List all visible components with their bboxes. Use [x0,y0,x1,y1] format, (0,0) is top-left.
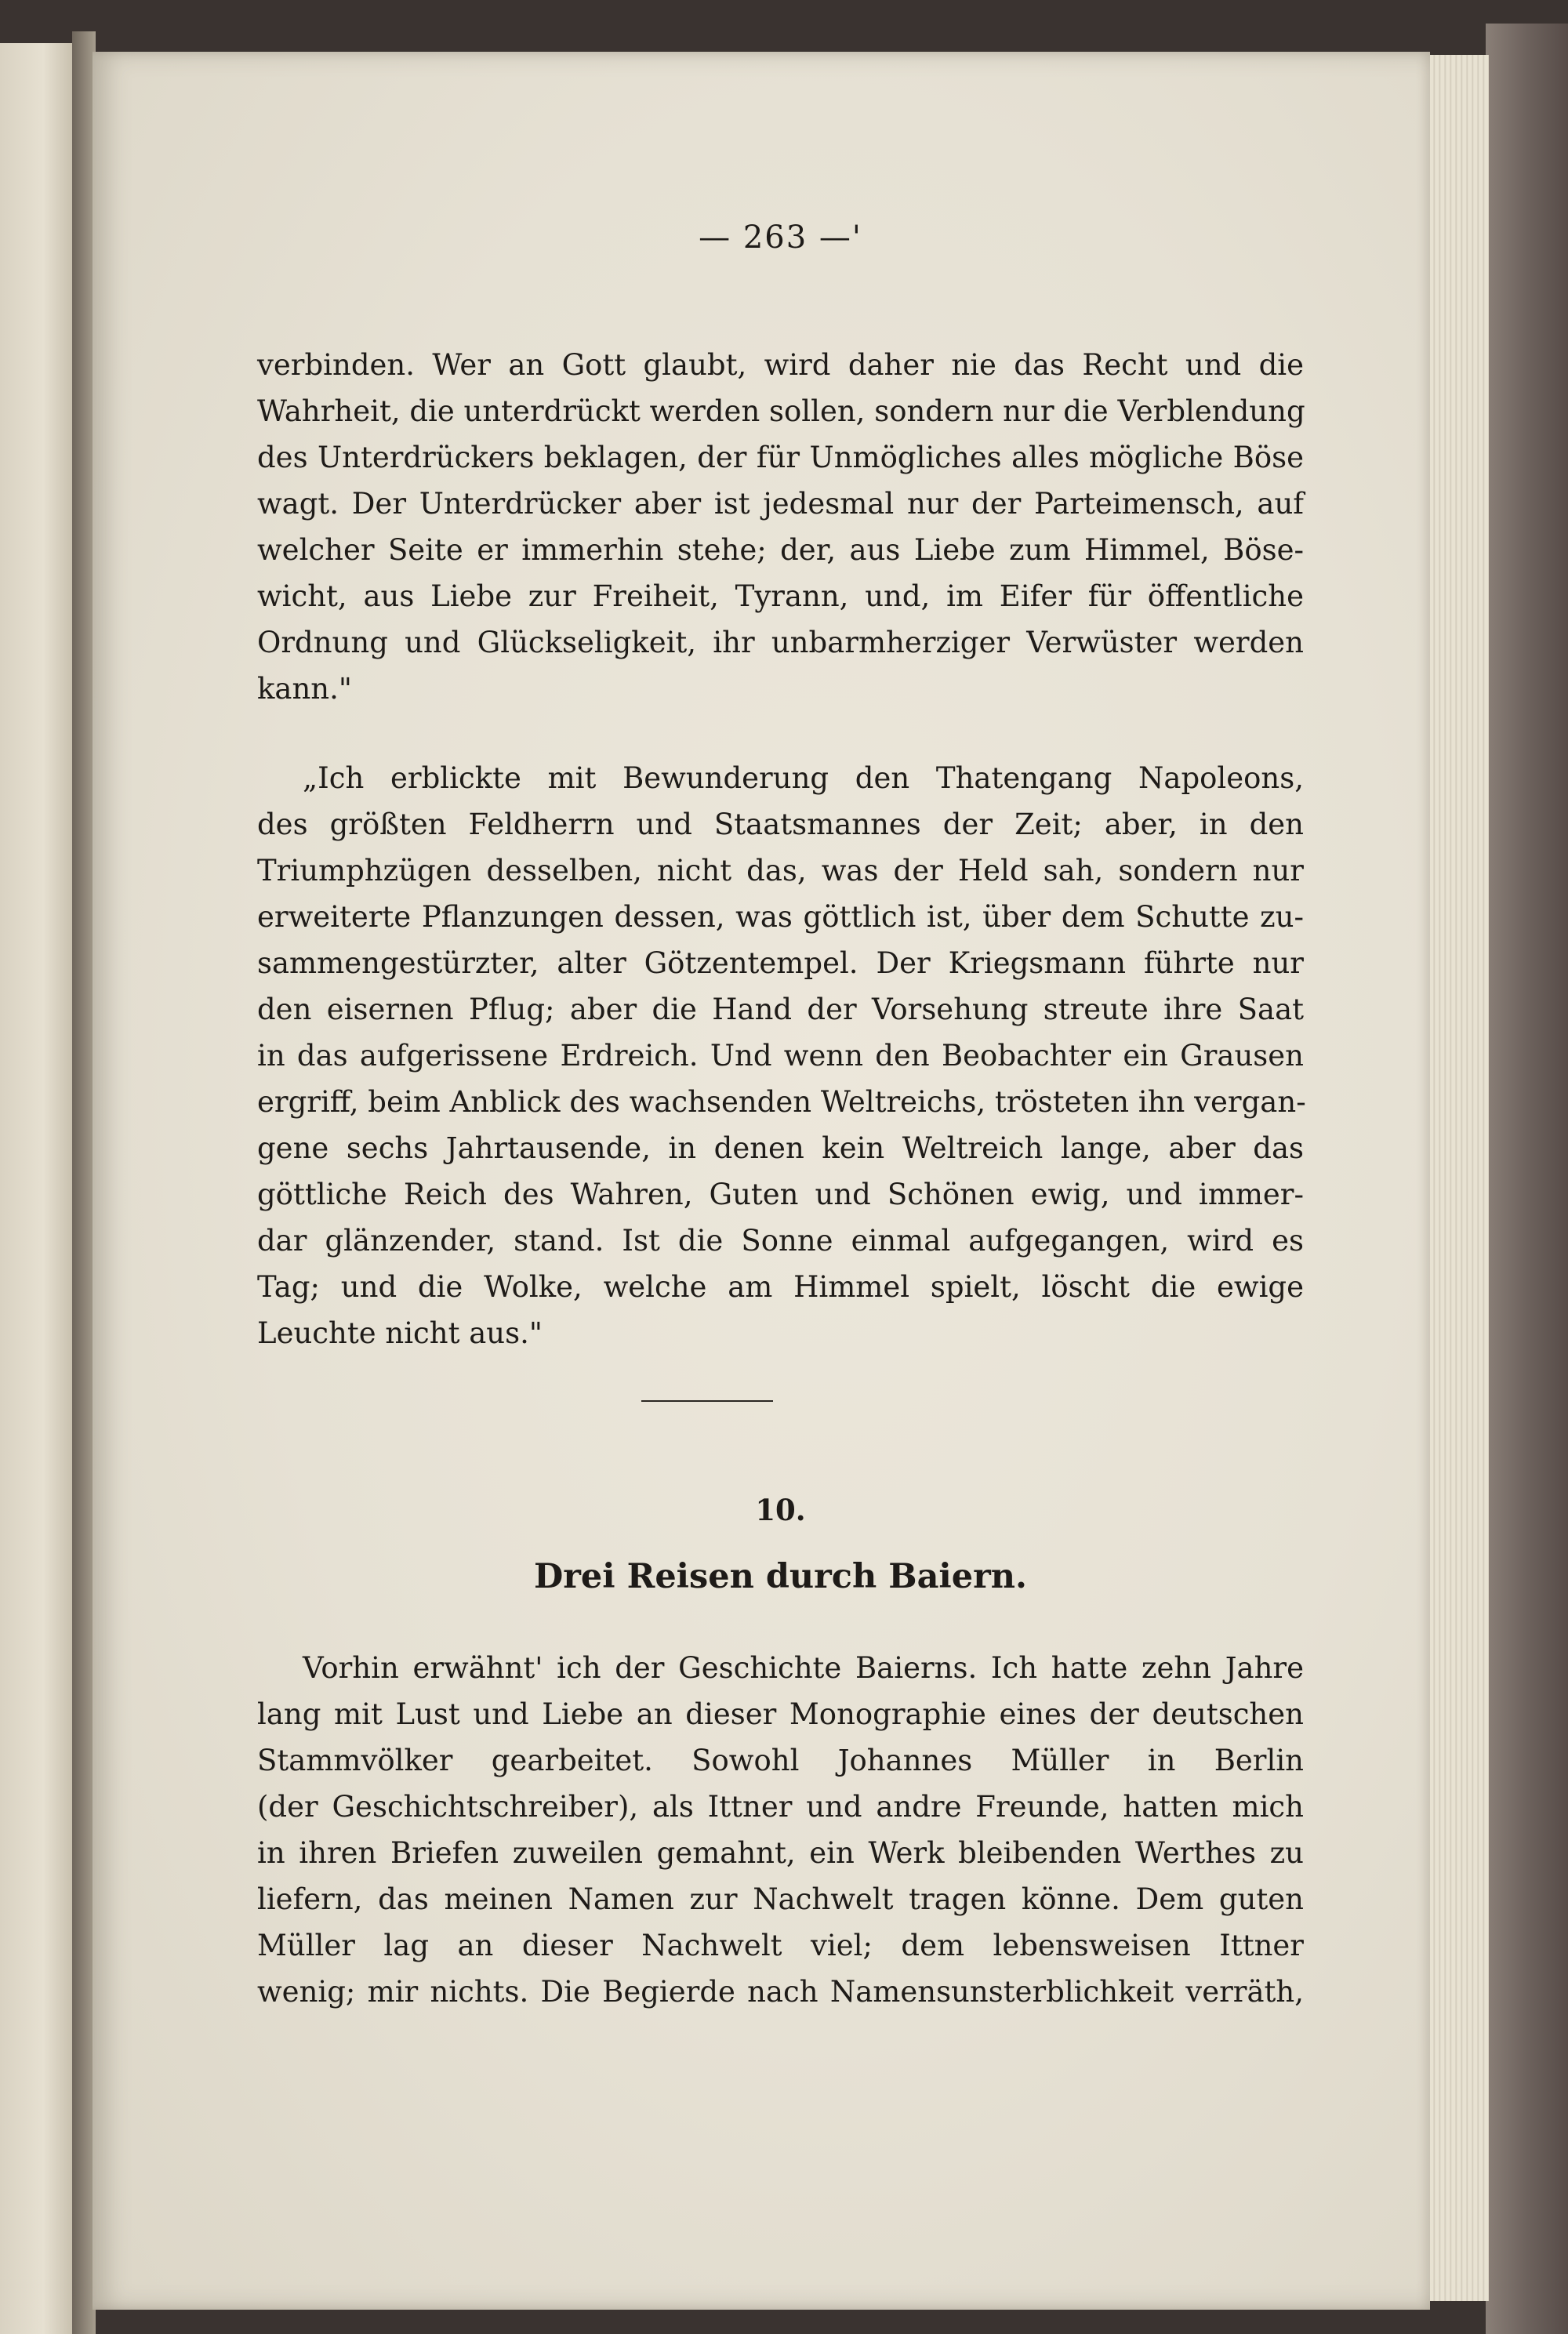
section-title: Drei Reisen durch Baiern. [533,1557,1028,1596]
text-line: den eisernen Pflug; aber die Hand der Vorsehung streute ihre Saat [257,993,1304,1026]
page-stack-edge [1428,55,1489,2301]
text-line: wenig; mir nichts. Die Begierde nach Namensunsterblichkeit verräth, [257,1975,1304,2009]
text-line: Tag; und die Wolke, welche am Himmel spielt, löscht die ewige [257,1270,1304,1304]
section-number: 10. [755,1493,806,1527]
text-line: wagt. Der Unterdrücker aber ist jedesmal nur der Parteimensch, auf [257,487,1304,521]
section-divider [641,1400,773,1402]
text-line: des Unterdrückers beklagen, der für Unmögliches alles mögliche Böse [257,441,1304,474]
page-number: — 263 —' [699,220,862,256]
text-line: Wahrheit, die unterdrückt werden sollen, sondern nur die Verblendung [257,394,1305,428]
text-line: Müller lag an dieser Nachwelt viel; dem lebensweisen Ittner [257,1929,1304,1962]
text-line: verbinden. Wer an Gott glaubt, wird daher nie das Recht und die [257,348,1304,382]
text-line: wicht, aus Liebe zur Freiheit, Tyrann, und, im Eifer für öffentliche [257,579,1304,613]
text-line: in das aufgerissene Erdreich. Und wenn den Beobachter ein Grausen [257,1039,1304,1073]
text-line: sammengestürzter, alter Götzentempel. Der Kriegsmann führte nur [257,946,1304,980]
text-line: „Ich erblickte mit Bewunderung den Thatengang Napoleons, [303,761,1304,795]
text-line: erweiterte Pflanzungen dessen, was göttlich ist, über dem Schutte zu- [257,900,1304,934]
text-line: göttliche Reich des Wahren, Guten und Schönen ewig, und immer- [257,1178,1304,1211]
text-line: des größten Feldherrn und Staatsmannes der Zeit; aber, in den [257,808,1304,841]
text-line: Ordnung und Glückseligkeit, ihr unbarmherziger Verwüster werden [257,626,1304,659]
text-line: welcher Seite er immerhin stehe; der, aus Liebe zum Himmel, Böse- [257,533,1304,567]
text-line: Triumphzügen desselben, nicht das, was der Held sah, sondern nur [257,854,1304,888]
text-line: kann." [257,672,352,706]
book-cover-edge [1486,24,1568,2334]
text-line: in ihren Briefen zuweilen gemahnt, ein Werk bleibenden Werthes zu [257,1836,1304,1870]
text-line: (der Geschichtschreiber), als Ittner und andre Freunde, hatten mich [257,1790,1304,1824]
book-page [93,52,1430,2310]
left-page-edge [0,43,74,2334]
text-line: gene sechs Jahrtausende, in denen kein Weltreich lange, aber das [257,1131,1304,1165]
text-line: lang mit Lust und Liebe an dieser Monographie eines der deutschen [257,1697,1304,1731]
text-line: Leuchte nicht aus." [257,1316,543,1350]
text-line: liefern, das meinen Namen zur Nachwelt tragen könne. Dem guten [257,1882,1304,1916]
text-line: Vorhin erwähnt' ich der Geschichte Baierns. Ich hatte zehn Jahre [303,1651,1304,1685]
text-line: ergriff, beim Anblick des wachsenden Weltreichs, trösteten ihn vergan- [257,1085,1306,1119]
text-line: dar glänzender, stand. Ist die Sonne einmal aufgegangen, wird es [257,1224,1304,1258]
text-line: Stammvölker gearbeitet. Sowohl Johannes Müller in Berlin [257,1744,1304,1777]
